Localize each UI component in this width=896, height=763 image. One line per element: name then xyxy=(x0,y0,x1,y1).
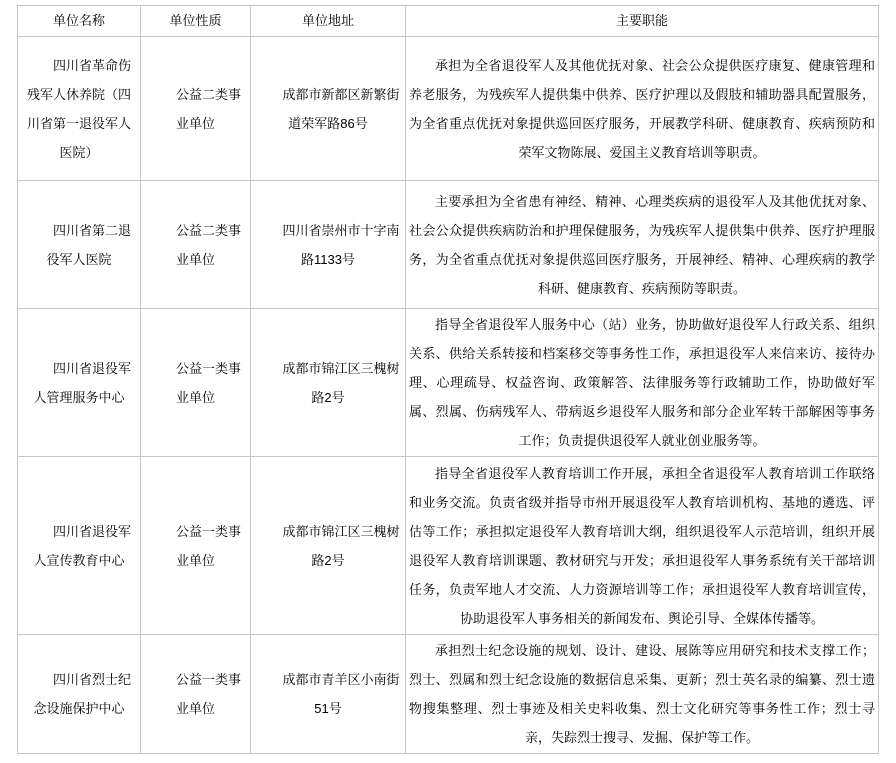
main-functions-cell: 承担烈士纪念设施的规划、设计、建设、展陈等应用研究和技术支撑工作；烈士、烈属和烈士纪念设施的数据信息采集、更新；烈士英名录的编纂、烈士遗物搜集整理、烈士事迹及相关史料收集、烈士文化研究等事务性工作；烈士寻亲，失踪烈士搜寻、发掘、保护等工作。 xyxy=(406,635,879,754)
column-header-unit-nature: 单位性质 xyxy=(141,6,251,37)
unit-name-cell: 四川省烈士纪念设施保护中心 xyxy=(18,635,141,754)
main-functions-cell: 指导全省退役军人教育培训工作开展，承担全省退役军人教育培训工作联络和业务交流。负责省级并指导市州开展退役军人教育培训机构、基地的遴选、评估等工作；承担拟定退役军人教育培训大纲，组织退役军人示范培训，组织开展退役军人教育培训课题、教材研究与开发；承担退役军人事务系统有关干部培训任务，负责军地人才交流、人力资源培训等工作；承担退役军人教育培训宣传，协助退役军人事务相关的新闻发布、舆论引导、全媒体传播等。 xyxy=(406,457,879,635)
units-table xyxy=(17,5,879,754)
main-functions-cell: 承担为全省退役军人及其他优抚对象、社会公众提供医疗康复、健康管理和养老服务，为残疾军人提供集中供养、医疗护理以及假肢和辅助器具配置服务，为全省重点优抚对象提供巡回医疗服务，开展教学科研、健康教育、疾病预防和荣军文物陈展、爱国主义教育培训等职责。 xyxy=(406,37,879,181)
main-functions-cell: 主要承担为全省患有神经、精神、心理类疾病的退役军人及其他优抚对象、社会公众提供疾病防治和护理保健服务，为残疾军人提供集中供养、医疗护理服务，为全省重点优抚对象提供巡回医疗服务，开展神经、精神、心理疾病的教学科研、健康教育、疾病预防等职责。 xyxy=(406,181,879,309)
unit-name-cell: 四川省第二退役军人医院 xyxy=(18,181,141,309)
column-header-main-functions: 主要职能 xyxy=(406,6,879,37)
header-row xyxy=(18,6,879,37)
unit-nature-cell: 公益一类事业单位 xyxy=(141,635,251,754)
main-functions-cell: 指导全省退役军人服务中心（站）业务，协助做好退役军人行政关系、组织关系、供给关系转接和档案移交等事务性工作，承担退役军人来信来访、接待办理、心理疏导、权益咨询、政策解答、法律服务等行政辅助工作，协助做好军属、烈属、伤病残军人、带病返乡退役军人服务和部分企业军转干部解困等事务工作；负责提供退役军人就业创业服务等。 xyxy=(406,309,879,457)
unit-nature-cell: 公益一类事业单位 xyxy=(141,457,251,635)
unit-name-cell: 四川省退役军人宣传教育中心 xyxy=(18,457,141,635)
unit-nature-cell: 公益二类事业单位 xyxy=(141,181,251,309)
table-row xyxy=(18,181,879,309)
unit-address-cell: 成都市青羊区小南街51号 xyxy=(251,635,406,754)
table-row xyxy=(18,309,879,457)
table-row xyxy=(18,457,879,635)
unit-address-cell: 成都市锦江区三槐树路2号 xyxy=(251,309,406,457)
unit-address-cell: 成都市锦江区三槐树路2号 xyxy=(251,457,406,635)
column-header-unit-address: 单位地址 xyxy=(251,6,406,37)
unit-nature-cell: 公益一类事业单位 xyxy=(141,309,251,457)
unit-name-cell: 四川省革命伤残军人休养院（四川省第一退役军人医院） xyxy=(18,37,141,181)
unit-address-cell: 成都市新都区新繁街道荣军路86号 xyxy=(251,37,406,181)
unit-address-cell: 四川省崇州市十字南路1133号 xyxy=(251,181,406,309)
table-row xyxy=(18,635,879,754)
table-row xyxy=(18,37,879,181)
unit-name-cell: 四川省退役军人管理服务中心 xyxy=(18,309,141,457)
unit-nature-cell: 公益二类事业单位 xyxy=(141,37,251,181)
column-header-unit-name: 单位名称 xyxy=(18,6,141,37)
